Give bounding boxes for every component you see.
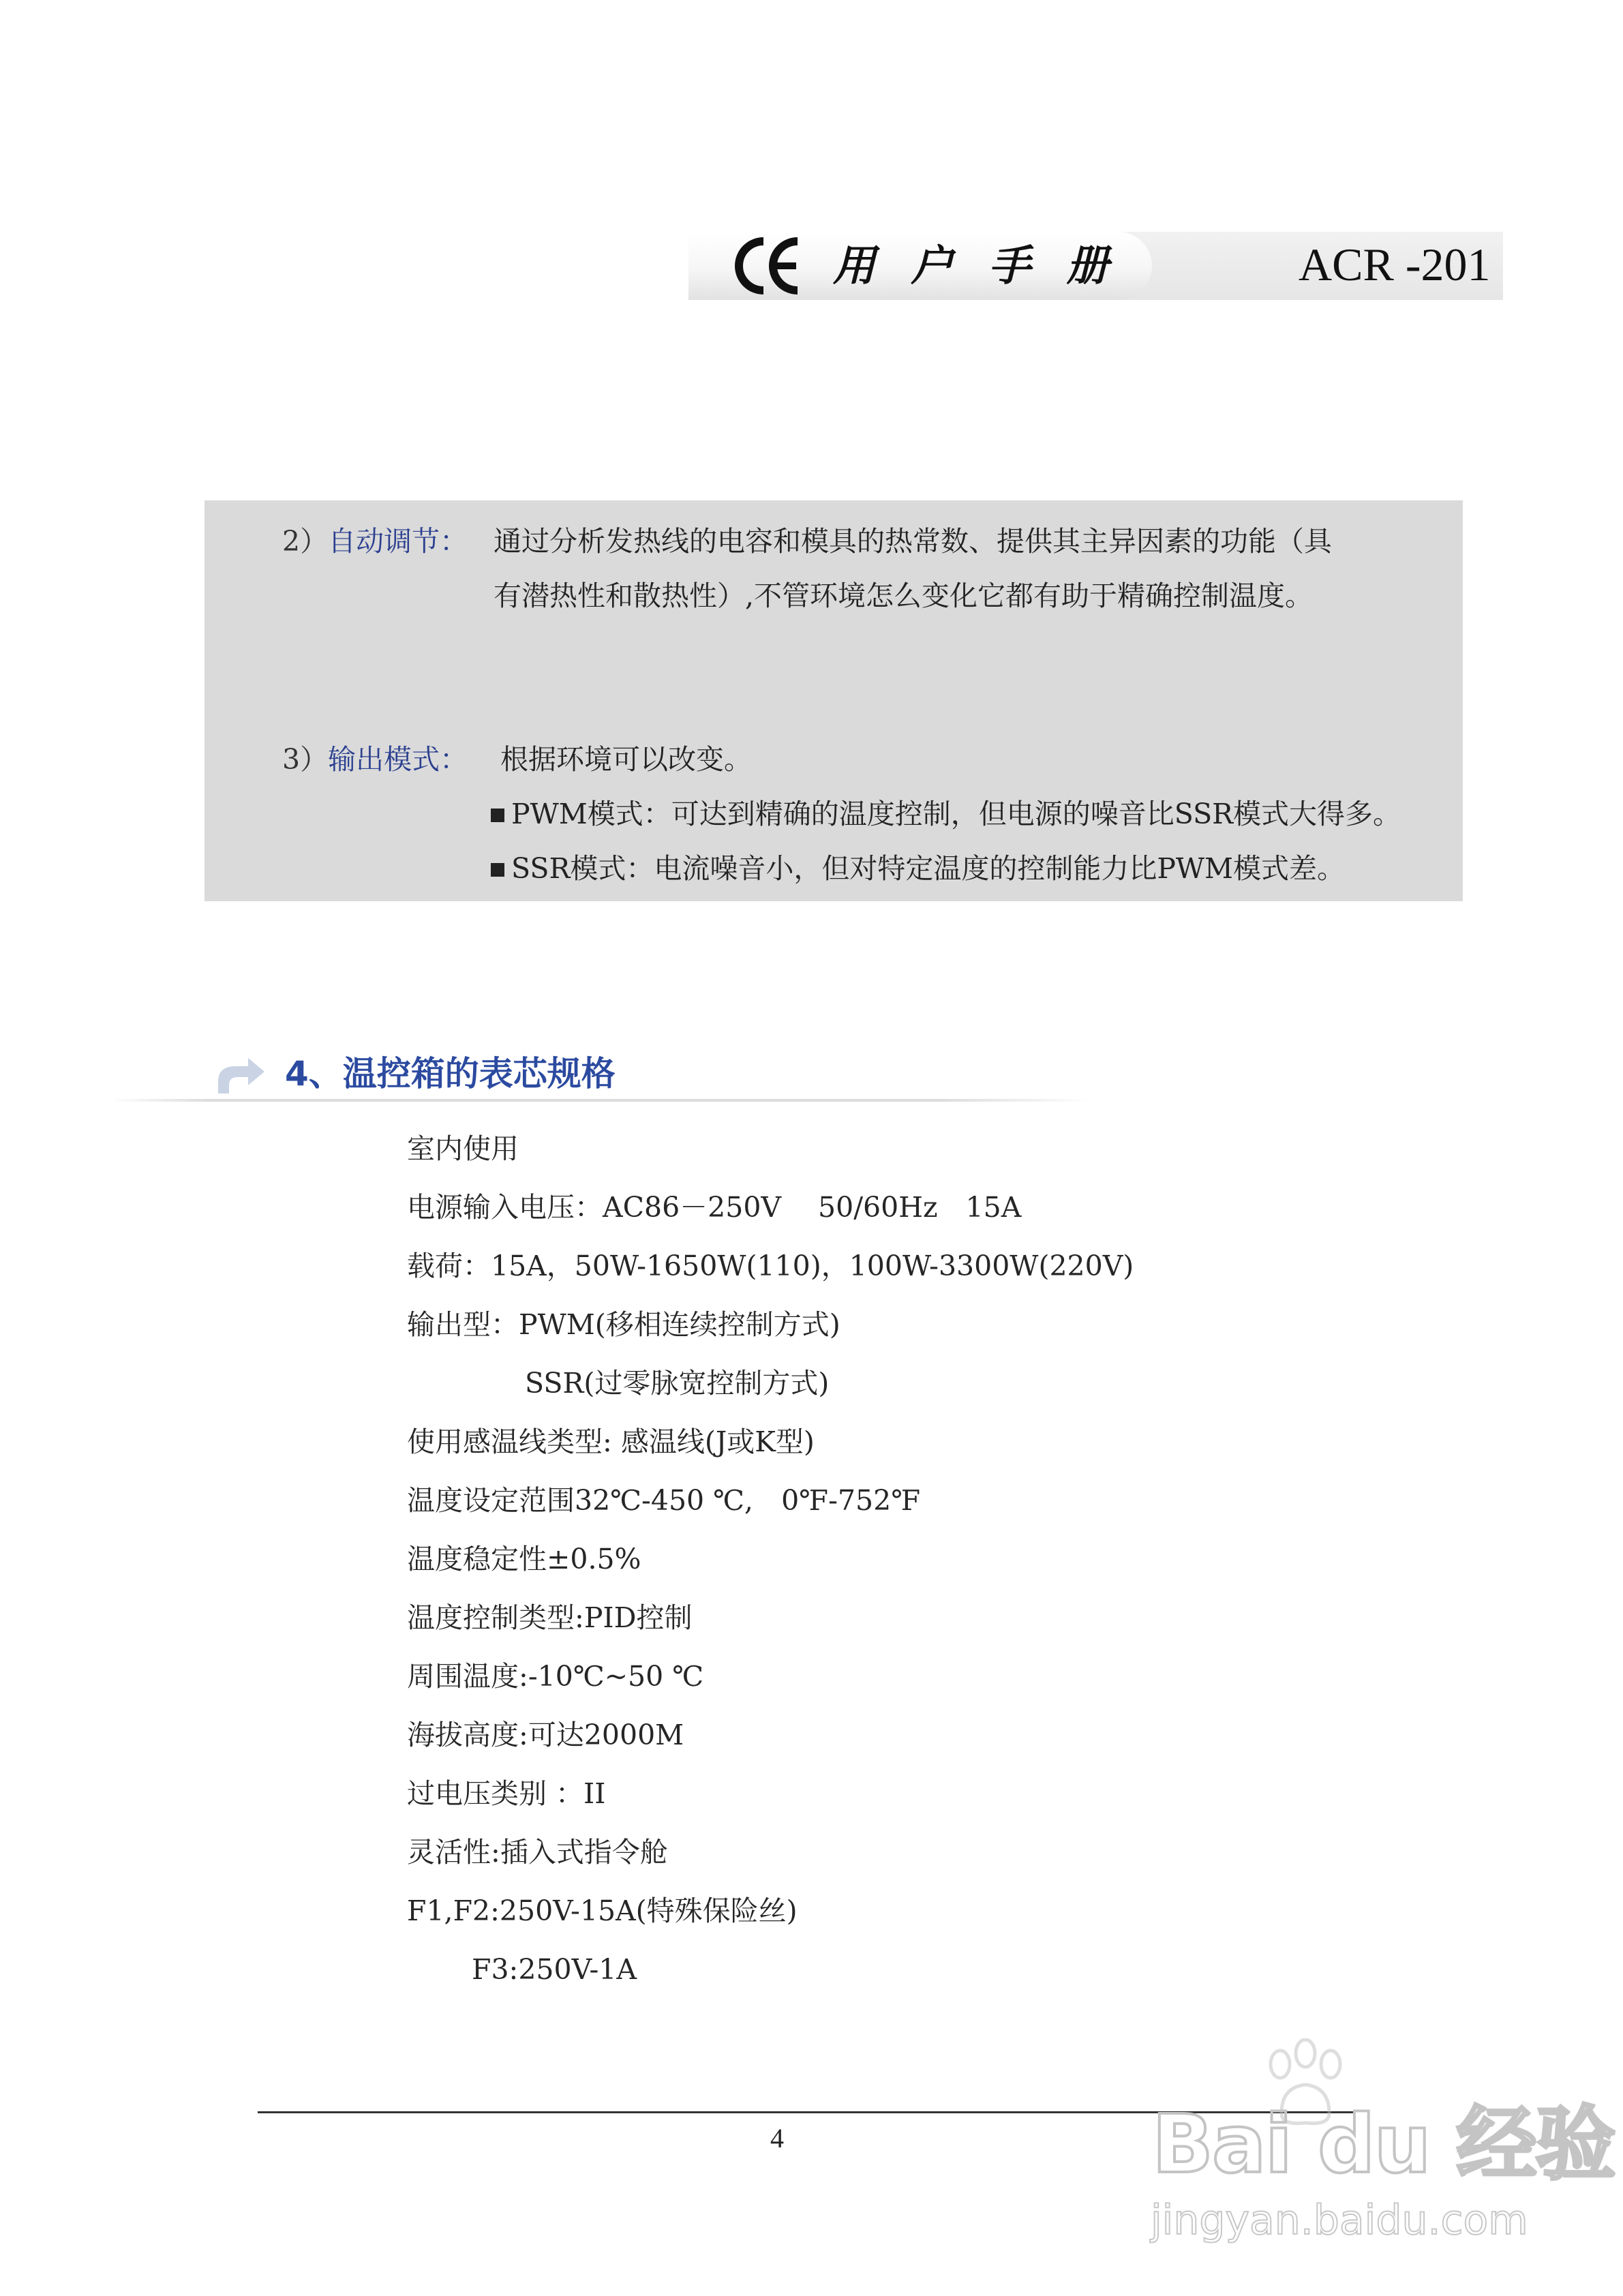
square-bullet-icon — [491, 809, 504, 822]
bullet-text: PWM模式：可达到精确的温度控制，但电源的噪音比SSR模式大得多。 — [511, 798, 1401, 830]
feature-text-line: 通过分析发热线的电容和模具的热常数、提供其主异因素的功能（具 — [494, 525, 1332, 558]
spec-line: 温度稳定性±0.5% — [407, 1543, 641, 1575]
square-bullet-icon — [491, 863, 504, 877]
feature-box — [204, 500, 1463, 901]
spec-line: F1,F2:250V-15A(特殊保险丝) — [407, 1894, 798, 1927]
feature-colon: ： — [440, 525, 468, 558]
bullet-item-pwm — [491, 795, 1401, 833]
page-number: 4 — [770, 2123, 784, 2154]
watermark-url: jingyan.baidu.com — [1151, 2196, 1528, 2244]
watermark-brand: Bai du 经验 — [1152, 2097, 1615, 2191]
spec-line: 灵活性:插入式指令舱 — [407, 1836, 668, 1869]
manual-title: 用户手册 — [833, 241, 1144, 290]
spec-line: 室内使用 — [407, 1132, 519, 1165]
spec-line: 载荷：15A，50W-1650W(110)，100W-3300W(220V) — [407, 1250, 1134, 1282]
spec-line: F3:250V-1A — [472, 1953, 637, 1986]
feature-key: 输出模式 — [328, 743, 440, 776]
spec-line: 使用感温线类型: 感温线(J或K型) — [407, 1425, 815, 1458]
spec-line: 温度控制类型:PID控制 — [407, 1601, 693, 1634]
ce-mark-icon — [735, 232, 803, 300]
bullet-text: SSR模式：电流噪音小，但对特定温度的控制能力比PWM模式差。 — [511, 852, 1346, 885]
feature-text-line: 有潜热性和散热性）,不管环境怎么变化它都有助于精确控制温度。 — [494, 579, 1314, 612]
spec-line: SSR(过零脉宽控制方式) — [525, 1367, 830, 1400]
spec-line: 周围温度:-10℃~50 ℃ — [407, 1660, 704, 1693]
feature-colon: ： — [440, 743, 468, 776]
model-number: ACR -201 — [1299, 239, 1491, 290]
section-divider — [109, 1099, 1091, 1102]
feature-number: 2） — [282, 525, 329, 558]
feature-text-line: 根据环境可以改变。 — [500, 743, 752, 776]
curved-arrow-icon — [213, 1054, 267, 1095]
section-title: 4、温控箱的表芯规格 — [285, 1054, 616, 1093]
feature-item-auto-tune-heading — [282, 522, 468, 560]
bullet-item-ssr — [491, 849, 1345, 888]
spec-line: 温度设定范围32℃-450 ℃, 0℉-752℉ — [407, 1484, 921, 1517]
feature-number: 3） — [282, 743, 329, 776]
feature-item-output-mode-heading — [282, 740, 468, 779]
spec-line: 海拔高度:可达2000M — [407, 1719, 684, 1751]
spec-line: 输出型：PWM(移相连续控制方式) — [407, 1308, 840, 1341]
spec-line: 电源输入电压：AC86－250V 50/60Hz 15A — [407, 1191, 1022, 1224]
spec-line: 过电压类别 ：II — [407, 1777, 606, 1810]
feature-key: 自动调节 — [328, 525, 440, 558]
